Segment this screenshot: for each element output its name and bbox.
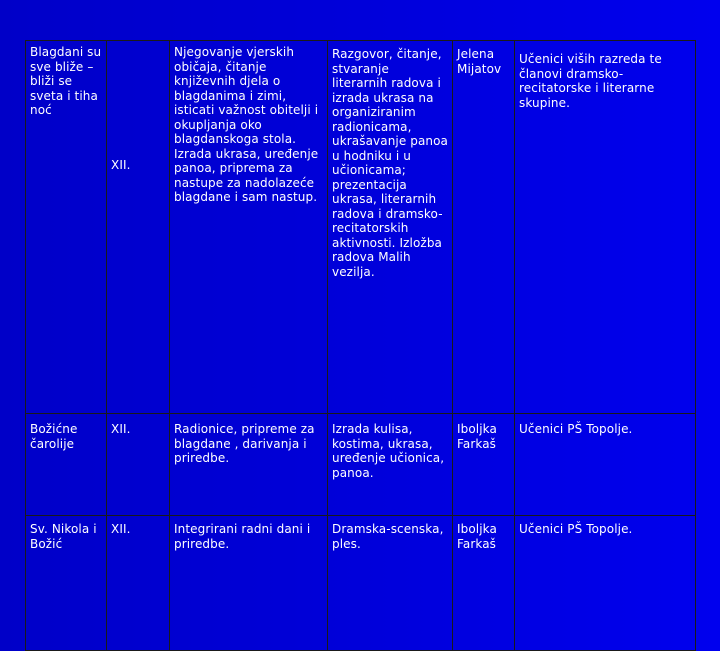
lead-text: Iboljka Farkaš	[457, 522, 497, 551]
theme-text: Sv. Nikola i Božić	[30, 522, 97, 551]
lead-text: Jelena Mijatov	[457, 47, 502, 76]
participants-cell	[515, 516, 696, 651]
goals-text: Radionice, pripreme za blagdane , darivanja i priredbe.	[174, 422, 315, 465]
theme-cell	[26, 414, 107, 516]
activities-cell	[328, 414, 453, 516]
month-text: XII.	[111, 158, 131, 172]
activities-text: Razgovor, čitanje, stvaranje literarnih radova i izrada ukrasa na organiziranim radionicama, ukrašavanje panoa u hodniku i u učionicama; prezentacija ukrasa, literarnih radova i dramsko-recitatorskih aktivnosti. Izložba radova Malih vezilja.	[332, 47, 449, 279]
activities-text: Izrada kulisa, kostima, ukrasa, uređenje učionica, panoa.	[332, 422, 445, 480]
activities-text: Dramska-scenska, ples.	[332, 522, 444, 551]
goals-cell	[170, 414, 328, 516]
table-row	[26, 516, 696, 651]
lead-cell	[453, 414, 515, 516]
goals-text: Njegovanje vjerskih običaja, čitanje književnih djela o blagdanima i zimi, isticati važnost obitelji i okupljanja oko blagdanskoga stola. Izrada ukrasa, uređenje panoa, priprema za nastupe za nadolazeće blagdane i sam nastup.	[174, 45, 319, 204]
theme-cell	[26, 516, 107, 651]
month-cell	[107, 516, 170, 651]
activity-plan-table	[25, 40, 696, 651]
lead-cell	[453, 41, 515, 414]
month-text: XII.	[111, 522, 131, 536]
table-row	[26, 414, 696, 516]
activities-cell	[328, 41, 453, 414]
lead-text: Iboljka Farkaš	[457, 422, 497, 451]
lead-cell	[453, 516, 515, 651]
theme-cell	[26, 41, 107, 414]
participants-cell	[515, 414, 696, 516]
participants-cell	[515, 41, 696, 414]
participants-text: Učenici PŠ Topolje.	[519, 522, 633, 536]
activities-cell	[328, 516, 453, 651]
goals-text: Integrirani radni dani i priredbe.	[174, 522, 311, 551]
theme-text: Blagdani su sve bliže – bliži se sveta i tiha noć	[30, 45, 102, 117]
month-text: XII.	[111, 422, 131, 436]
theme-text: Božićne čarolije	[30, 422, 78, 451]
month-cell	[107, 41, 170, 414]
table-row	[26, 41, 696, 414]
participants-text: Učenici PŠ Topolje.	[519, 422, 633, 436]
goals-cell	[170, 41, 328, 414]
month-cell	[107, 414, 170, 516]
participants-text: Učenici viših razreda te članovi dramsko-recitatorske i literarne skupine.	[519, 52, 662, 110]
goals-cell	[170, 516, 328, 651]
